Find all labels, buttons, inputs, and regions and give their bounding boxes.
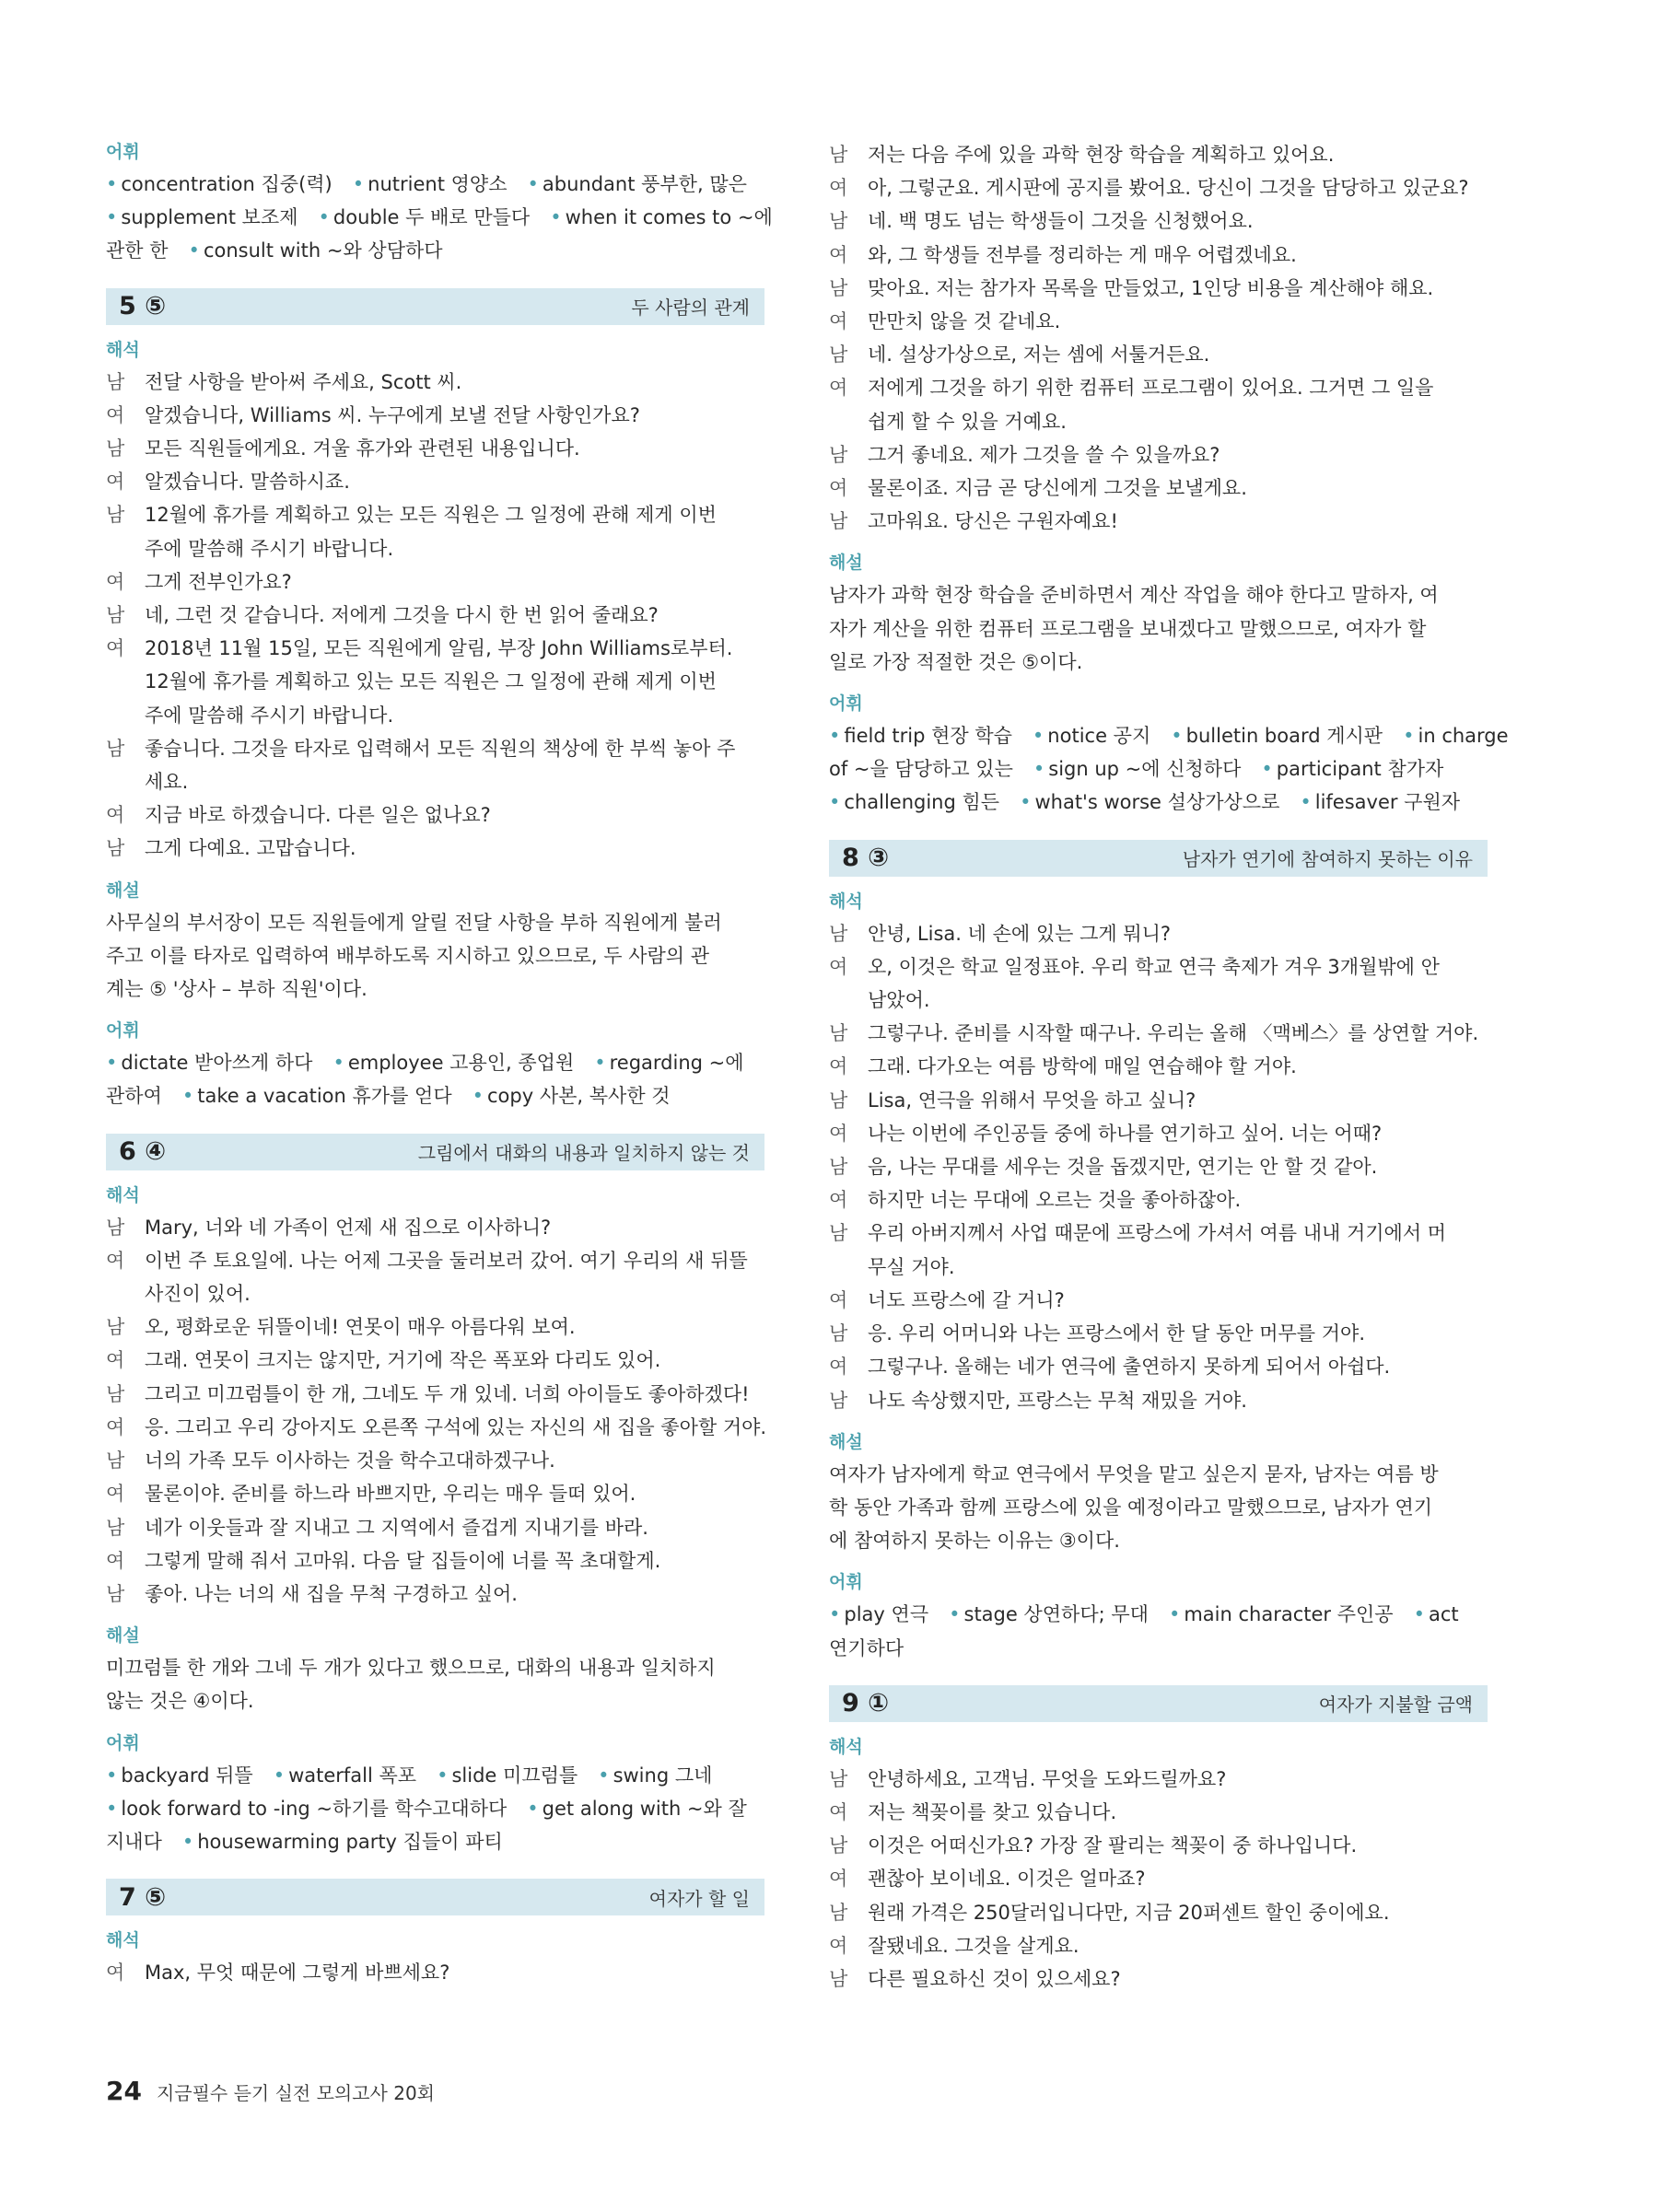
page-number: 24 bbox=[106, 2076, 142, 2106]
vocab-item: • get along with ~와 잘 bbox=[527, 1798, 747, 1820]
explanation-line: 일로 가장 적절한 것은 ⑤이다. bbox=[829, 650, 1083, 673]
dialogue-turn bbox=[829, 1384, 1488, 1417]
vocab-item: 지내다 bbox=[106, 1830, 162, 1853]
speaker-label: 남 bbox=[106, 370, 125, 393]
dialogue-turn bbox=[106, 832, 764, 865]
dialogue-turn bbox=[829, 1796, 1488, 1829]
dialogue-line: 그게 다예요. 고맙습니다. bbox=[145, 837, 356, 860]
section-6 bbox=[106, 1134, 767, 1858]
dialogue-turn bbox=[106, 1378, 764, 1411]
dialogue-turn bbox=[829, 1862, 1488, 1895]
vocab-line bbox=[829, 1632, 1488, 1665]
dialogue-line: 무실 거야. bbox=[868, 1255, 955, 1278]
speaker-label: 남 bbox=[106, 604, 125, 627]
vocab-item: • look forward to -ing ~하기를 학수고대하다 bbox=[106, 1798, 507, 1820]
section-heading: 해설 bbox=[106, 1625, 140, 1647]
speaker-label: 남 bbox=[829, 1967, 848, 1990]
speaker-label: 남 bbox=[829, 144, 848, 166]
vocab-item: • swing 그네 bbox=[598, 1764, 712, 1787]
speaker-label: 여 bbox=[829, 1122, 848, 1145]
dialogue-line: 남았어. bbox=[868, 989, 930, 1012]
speaker-label: 여 bbox=[829, 1800, 848, 1823]
explanation-line: 않는 것은 ④이다. bbox=[106, 1690, 254, 1713]
dialogue-turn bbox=[106, 1211, 764, 1244]
vocab-item: • concentration 집중(력) bbox=[106, 173, 333, 195]
vocab-item: 관하여 bbox=[106, 1085, 162, 1108]
speaker-label: 남 bbox=[829, 1767, 848, 1790]
speaker-label: 남 bbox=[829, 1901, 848, 1924]
explanation-line: 에 참여하지 못하는 이유는 ③이다. bbox=[829, 1530, 1120, 1553]
section-7 bbox=[106, 1879, 764, 1989]
vocab-item: • in charge bbox=[1403, 725, 1508, 747]
dialogue-line: 고마워요. 당신은 구원자예요! bbox=[868, 510, 1118, 533]
vocab-item: • slide 미끄럼틀 bbox=[437, 1764, 578, 1787]
dialogue-line: 오, 평화로운 뒤뜰이네! 연못이 매우 아름다워 보여. bbox=[145, 1316, 576, 1339]
vocab-item: • sign up ~에 신청하다 bbox=[1033, 758, 1242, 780]
dialogue-turn bbox=[829, 1763, 1488, 1796]
vocab-item: • notice 공지 bbox=[1033, 725, 1150, 747]
dialogue-line: 저는 다음 주에 있을 과학 현장 학습을 계획하고 있어요. bbox=[868, 144, 1335, 166]
dialogue-turn bbox=[829, 171, 1488, 204]
dialogue-line: 물론이야. 준비를 하느라 바쁘지만, 우리는 매우 들떠 있어. bbox=[145, 1483, 636, 1506]
dialogue-line: 좋아. 나는 너의 새 집을 무척 구경하고 싶어. bbox=[145, 1582, 518, 1605]
dialogue-line: 나는 이번에 주인공들 중에 하나를 연기하고 싶어. 너는 어때? bbox=[868, 1122, 1383, 1145]
vocab-item: • when it comes to ~에 bbox=[550, 206, 773, 228]
dialogue-turn bbox=[106, 1344, 764, 1377]
dialogue-line: 네, 그런 것 같습니다. 저에게 그것을 다시 한 번 읽어 줄래요? bbox=[145, 604, 659, 627]
dialogue-turn bbox=[106, 1310, 764, 1344]
dialogue-turn bbox=[829, 371, 1488, 437]
dialogue-turn bbox=[106, 1444, 764, 1477]
vocab-line bbox=[106, 1825, 764, 1858]
speaker-label: 남 bbox=[829, 1834, 848, 1857]
speaker-label: 남 bbox=[106, 1316, 125, 1339]
dialogue-line: 12월에 휴가를 계획하고 있는 모든 직원은 그 일정에 관해 제게 이번 bbox=[145, 504, 717, 527]
question-number: 9 ① bbox=[842, 1689, 890, 1718]
vocab-item: • act bbox=[1414, 1603, 1459, 1625]
vocab-item: • nutrient 영양소 bbox=[353, 173, 508, 195]
speaker-label: 여 bbox=[829, 1356, 848, 1379]
page-footer bbox=[106, 2076, 435, 2106]
vocab-item: • participant 참가자 bbox=[1261, 758, 1443, 780]
dialogue-turn bbox=[106, 1511, 764, 1544]
dialogue-turn bbox=[106, 1411, 767, 1444]
speaker-label: 남 bbox=[829, 343, 848, 367]
speaker-label: 남 bbox=[106, 504, 125, 527]
section-9 bbox=[829, 1685, 1488, 1996]
dialogue-line: 안녕, Lisa. 네 손에 있는 그게 뭐니? bbox=[868, 922, 1172, 945]
dialogue-turn bbox=[829, 505, 1488, 538]
vocab-line bbox=[106, 1046, 764, 1079]
speaker-label: 여 bbox=[106, 804, 125, 827]
speaker-label: 여 bbox=[106, 637, 125, 660]
dialogue-line: 하지만 너는 무대에 오르는 것을 좋아하잖아. bbox=[868, 1189, 1242, 1212]
speaker-label: 여 bbox=[829, 310, 848, 333]
dialogue-line: 너도 프랑스에 갈 거니? bbox=[868, 1288, 1065, 1311]
dialogue-line: 너의 가족 모두 이사하는 것을 학수고대하겠구나. bbox=[145, 1449, 555, 1473]
vocab-item: of ~을 담당하고 있는 bbox=[829, 758, 1013, 781]
dialogue-line: 괜찮아 보이네요. 이것은 얼마죠? bbox=[868, 1868, 1146, 1891]
dialogue-line: 물론이죠. 지금 곧 당신에게 그것을 보낼게요. bbox=[868, 477, 1247, 500]
vocab-item: • what's worse 설상가상으로 bbox=[1020, 791, 1279, 813]
dialogue-line: 그리고 미끄럼틀이 한 개, 그네도 두 개 있네. 너희 아이들도 좋아하겠다! bbox=[145, 1382, 750, 1405]
dialogue-line: 지금 바로 하겠습니다. 다른 일은 없나요? bbox=[145, 804, 491, 827]
vocab-line bbox=[829, 752, 1488, 786]
vocab-item: 연기하다 bbox=[829, 1636, 905, 1659]
vocab-item: • copy 사본, 복사한 것 bbox=[473, 1085, 671, 1107]
dialogue-line: 다른 필요하신 것이 있으세요? bbox=[868, 1967, 1121, 1990]
dialogue-line: 그렇게 말해 줘서 고마워. 다음 달 집들이에 너를 꼭 초대할게. bbox=[145, 1549, 661, 1572]
dialogue-line: 네가 이웃들과 잘 지내고 그 지역에서 즐겁게 지내기를 바라. bbox=[145, 1516, 648, 1539]
question-number: 7 ⑤ bbox=[119, 1882, 167, 1912]
section-header-bar bbox=[106, 288, 764, 325]
dialogue-line: 저에게 그것을 하기 위한 컴퓨터 프로그램이 있어요. 그거면 그 일을 bbox=[868, 377, 1434, 400]
vocab-line bbox=[829, 786, 1488, 819]
explanation-line: 미끄럼틀 한 개와 그네 두 개가 있다고 했으므로, 대화의 내용과 일치하지 bbox=[106, 1657, 716, 1680]
vocab-item: • employee 고용인, 종업원 bbox=[333, 1052, 574, 1074]
vocab-item: • dictate 받아쓰게 하다 bbox=[106, 1052, 312, 1074]
dialogue-line: 응. 그리고 우리 강아지도 오른쪽 구석에 있는 자신의 새 집을 좋아할 거야. bbox=[145, 1415, 767, 1438]
speaker-label: 여 bbox=[106, 1962, 125, 1985]
speaker-label: 남 bbox=[106, 737, 125, 760]
vocab-item: • regarding ~에 bbox=[594, 1052, 743, 1074]
dialogue-line: 그래. 다가오는 여름 방학에 매일 연습해야 할 거야. bbox=[868, 1055, 1297, 1078]
vocab-item: • stage 상연하다; 무대 bbox=[949, 1603, 1149, 1625]
section-heading: 해설 bbox=[106, 879, 140, 901]
explanation-line: 남자가 과학 현장 학습을 준비하면서 계산 작업을 해야 한다고 말하자, 여 bbox=[829, 584, 1439, 607]
question-type: 두 사람의 관계 bbox=[631, 297, 750, 320]
vocab-line bbox=[829, 719, 1509, 752]
speaker-label: 남 bbox=[106, 1516, 125, 1539]
dialogue-line: 그렇구나. 준비를 시작할 때구나. 우리는 올해 〈맥베스〉를 상연할 거야. bbox=[868, 1022, 1479, 1045]
dialogue-turn bbox=[106, 1578, 764, 1611]
dialogue-turn bbox=[829, 1350, 1488, 1383]
section-heading: 어휘 bbox=[829, 693, 863, 715]
dialogue-turn bbox=[829, 1829, 1488, 1862]
speaker-label: 남 bbox=[829, 1156, 848, 1179]
dialogue-line: 쉽게 할 수 있을 거예요. bbox=[868, 410, 1067, 433]
book-title: 지금필수 듣기 실전 모의고사 20회 bbox=[156, 2082, 436, 2104]
dialogue-turn bbox=[106, 498, 764, 565]
section-7-continued bbox=[829, 138, 1509, 820]
vocab-line bbox=[106, 234, 764, 267]
explanation-line: 자가 계산을 위한 컴퓨터 프로그램을 보내겠다고 말했으므로, 여자가 할 bbox=[829, 617, 1427, 640]
dialogue-turn bbox=[829, 1317, 1488, 1350]
vocab-line bbox=[106, 1792, 764, 1825]
dialogue-turn bbox=[829, 950, 1488, 1017]
dialogue-line: 원래 가격은 250달러입니다만, 지금 20퍼센트 할인 중이에요. bbox=[868, 1901, 1390, 1924]
dialogue-line: 그거 좋네요. 제가 그것을 쓸 수 있을까요? bbox=[868, 443, 1220, 466]
vocab-item: • housewarming party 집들이 파티 bbox=[182, 1831, 503, 1853]
speaker-label: 여 bbox=[106, 403, 125, 426]
speaker-label: 여 bbox=[106, 1415, 125, 1438]
dialogue-turn bbox=[829, 1929, 1488, 1962]
speaker-label: 남 bbox=[106, 437, 125, 460]
section-heading: 해석 bbox=[829, 891, 863, 912]
speaker-label: 남 bbox=[829, 443, 848, 466]
dialogue-line: Lisa, 연극을 위해서 무엇을 하고 싶니? bbox=[868, 1089, 1196, 1112]
vocab-item: • field trip 현장 학습 bbox=[829, 725, 1012, 747]
vocab-item: • challenging 힘든 bbox=[829, 791, 999, 813]
dialogue-line: 그렇구나. 올해는 네가 연극에 출연하지 못하게 되어서 아쉽다. bbox=[868, 1356, 1391, 1379]
dialogue-line: 전달 사항을 받아써 주세요, Scott 씨. bbox=[145, 370, 462, 393]
vocab-4 bbox=[106, 138, 773, 268]
speaker-label: 여 bbox=[829, 1055, 848, 1078]
dialogue-line: 그래. 연못이 크지는 않지만, 거기에 작은 폭포와 다리도 있어. bbox=[145, 1349, 661, 1372]
vocab-item: • consult with ~와 상담하다 bbox=[189, 239, 443, 262]
vocab-line bbox=[106, 1079, 764, 1112]
dialogue-turn bbox=[829, 338, 1488, 371]
dialogue-turn bbox=[106, 599, 764, 632]
vocab-item: • bulletin board 게시판 bbox=[1171, 725, 1383, 747]
speaker-label: 남 bbox=[829, 1389, 848, 1412]
speaker-label: 남 bbox=[829, 1222, 848, 1245]
vocab-item: 관한 한 bbox=[106, 239, 169, 262]
section-header-bar bbox=[829, 1685, 1488, 1722]
dialogue-line: 안녕하세요, 고객님. 무엇을 도와드릴까요? bbox=[868, 1767, 1227, 1790]
dialogue-turn bbox=[829, 1084, 1488, 1117]
dialogue-turn bbox=[829, 1150, 1488, 1183]
dialogue-line: Mary, 너와 네 가족이 언제 새 집으로 이사하니? bbox=[145, 1216, 552, 1239]
vocab-item: • main character 주인공 bbox=[1169, 1603, 1394, 1625]
dialogue-turn bbox=[106, 798, 764, 832]
dialogue-turn bbox=[106, 465, 764, 498]
dialogue-turn bbox=[829, 472, 1488, 505]
dialogue-line: 그게 전부인가요? bbox=[145, 570, 292, 593]
section-heading: 어휘 bbox=[106, 142, 140, 162]
vocab-line bbox=[106, 168, 764, 201]
section-heading: 해석 bbox=[106, 1930, 140, 1951]
vocab-item: • waterfall 폭포 bbox=[274, 1764, 416, 1787]
section-heading: 해설 bbox=[829, 553, 863, 574]
vocab-item: • supplement 보조제 bbox=[106, 206, 298, 228]
section-heading: 어휘 bbox=[106, 1020, 140, 1042]
dialogue-line: 저는 책꽂이를 찾고 있습니다. bbox=[868, 1800, 1117, 1823]
dialogue-line: 2018년 11월 15일, 모든 직원에게 알림, 부장 John Williams로부터. bbox=[145, 637, 733, 660]
speaker-label: 남 bbox=[106, 1582, 125, 1605]
speaker-label: 여 bbox=[829, 377, 848, 400]
dialogue-line: 음, 나는 무대를 세우는 것을 돕겠지만, 연기는 안 할 것 같아. bbox=[868, 1156, 1378, 1179]
section-heading: 어휘 bbox=[829, 1572, 863, 1593]
speaker-label: 여 bbox=[106, 1249, 125, 1272]
right-column bbox=[829, 138, 1509, 1996]
dialogue-turn bbox=[829, 1117, 1488, 1150]
dialogue-turn bbox=[106, 565, 764, 599]
dialogue-turn bbox=[106, 1477, 764, 1510]
speaker-label: 남 bbox=[106, 1216, 125, 1239]
question-number: 6 ④ bbox=[119, 1137, 167, 1167]
dialogue-line: 네. 백 명도 넘는 학생들이 그것을 신청했어요. bbox=[868, 210, 1254, 233]
vocab-item: • double 두 배로 만들다 bbox=[319, 206, 531, 228]
speaker-label: 남 bbox=[829, 276, 848, 299]
speaker-label: 여 bbox=[106, 1549, 125, 1572]
dialogue-line: 우리 아버지께서 사업 때문에 프랑스에 가셔서 여름 내내 거기에서 머 bbox=[868, 1222, 1447, 1245]
left-column bbox=[106, 138, 773, 1989]
dialogue-turn bbox=[829, 239, 1488, 272]
speaker-label: 여 bbox=[829, 955, 848, 978]
speaker-label: 여 bbox=[829, 243, 848, 266]
vocab-item: • abundant 풍부한, 많은 bbox=[527, 173, 746, 195]
dialogue-turn bbox=[829, 438, 1488, 472]
speaker-label: 여 bbox=[106, 1483, 125, 1506]
speaker-label: 여 bbox=[829, 1934, 848, 1957]
speaker-label: 남 bbox=[106, 837, 125, 860]
section-heading: 해석 bbox=[106, 1184, 140, 1205]
dialogue-turn bbox=[106, 366, 764, 399]
section-heading: 해석 bbox=[829, 1736, 863, 1757]
speaker-label: 남 bbox=[829, 1322, 848, 1345]
speaker-label: 여 bbox=[829, 1868, 848, 1891]
dialogue-turn bbox=[106, 632, 764, 732]
dialogue-turn bbox=[829, 272, 1488, 305]
dialogue-turn bbox=[829, 917, 1488, 950]
speaker-label: 여 bbox=[829, 477, 848, 500]
dialogue-turn bbox=[106, 399, 764, 432]
section-header-bar bbox=[106, 1879, 764, 1915]
dialogue-line: 사진이 있어. bbox=[145, 1283, 251, 1306]
vocab-item: • backyard 뒤뜰 bbox=[106, 1764, 253, 1787]
vocab-line bbox=[106, 1759, 764, 1792]
explanation-line: 계는 ⑤ '상사 – 부하 직원'이다. bbox=[106, 978, 368, 1001]
dialogue-turn bbox=[829, 305, 1488, 338]
speaker-label: 여 bbox=[829, 1288, 848, 1311]
explanation-line: 학 동안 가족과 함께 프랑스에 있을 예정이라고 말했으므로, 남자가 연기 bbox=[829, 1496, 1433, 1519]
section-header-bar bbox=[829, 840, 1488, 877]
speaker-label: 남 bbox=[829, 510, 848, 533]
dialogue-turn bbox=[829, 1050, 1488, 1083]
dialogue-turn bbox=[829, 138, 1488, 171]
speaker-label: 남 bbox=[106, 1449, 125, 1473]
dialogue-line: 좋습니다. 그것을 타자로 입력해서 모든 직원의 책상에 한 부씩 놓아 주 bbox=[145, 737, 736, 760]
question-type: 여자가 지불할 금액 bbox=[1318, 1694, 1473, 1717]
speaker-label: 남 bbox=[829, 1022, 848, 1045]
dialogue-turn bbox=[829, 204, 1488, 238]
dialogue-turn bbox=[106, 732, 764, 798]
dialogue-turn bbox=[106, 1956, 764, 1989]
dialogue-line: 맞아요. 저는 참가자 목록을 만들었고, 1인당 비용을 계산해야 해요. bbox=[868, 276, 1434, 299]
speaker-label: 남 bbox=[106, 1382, 125, 1405]
speaker-label: 여 bbox=[829, 177, 848, 200]
section-heading: 어휘 bbox=[106, 1732, 140, 1753]
vocab-line bbox=[829, 1598, 1488, 1631]
dialogue-line: 오, 이것은 학교 일정표야. 우리 학교 연극 축제가 겨우 3개월밖에 안 bbox=[868, 955, 1440, 978]
dialogue-line: 네. 설상가상으로, 저는 셈에 서툴거든요. bbox=[868, 343, 1210, 367]
dialogue-line: 나도 속상했지만, 프랑스는 무척 재밌을 거야. bbox=[868, 1389, 1247, 1412]
dialogue-line: 12월에 휴가를 계획하고 있는 모든 직원은 그 일정에 관해 제게 이번 bbox=[145, 670, 717, 693]
speaker-label: 여 bbox=[829, 1189, 848, 1212]
dialogue-line: 응. 우리 어머니와 나는 프랑스에서 한 달 동안 머무를 거야. bbox=[868, 1322, 1366, 1345]
dialogue-line: 이것은 어떠신가요? 가장 잘 팔리는 책꽂이 중 하나입니다. bbox=[868, 1834, 1358, 1857]
dialogue-turn bbox=[829, 1896, 1488, 1929]
vocab-item: • take a vacation 휴가를 얻다 bbox=[182, 1085, 452, 1107]
dialogue-line: 알겠습니다, Williams 씨. 누구에게 보낼 전달 사항인가요? bbox=[145, 403, 640, 426]
section-8 bbox=[829, 840, 1488, 1665]
question-number: 5 ⑤ bbox=[119, 292, 167, 321]
dialogue-turn bbox=[829, 1284, 1488, 1317]
question-number: 8 ③ bbox=[842, 844, 890, 873]
dialogue-line: 이번 주 토요일에. 나는 어제 그곳을 둘러보러 갔어. 여기 우리의 새 뒤뜰 bbox=[145, 1249, 748, 1272]
section-heading: 해설 bbox=[829, 1431, 863, 1452]
dialogue-turn bbox=[829, 1017, 1488, 1050]
speaker-label: 여 bbox=[106, 570, 125, 593]
section-5 bbox=[106, 288, 764, 1113]
question-type: 남자가 연기에 참여하지 못하는 이유 bbox=[1182, 848, 1473, 871]
dialogue-line: 세요. bbox=[145, 771, 189, 794]
speaker-label: 남 bbox=[829, 1089, 848, 1112]
vocab-line bbox=[106, 201, 773, 234]
dialogue-line: 모든 직원들에게요. 겨울 휴가와 관련된 내용입니다. bbox=[145, 437, 580, 460]
dialogue-line: 와, 그 학생들 전부를 정리하는 게 매우 어렵겠네요. bbox=[868, 243, 1297, 266]
explanation-line: 여자가 남자에게 학교 연극에서 무엇을 맡고 싶은지 묻자, 남자는 여름 방 bbox=[829, 1462, 1439, 1485]
dialogue-turn bbox=[829, 1183, 1488, 1217]
dialogue-line: 아, 그렇군요. 게시판에 공지를 봤어요. 당신이 그것을 담당하고 있군요? bbox=[868, 177, 1469, 200]
question-type: 그림에서 대화의 내용과 일치하지 않는 것 bbox=[417, 1142, 750, 1165]
dialogue-turn bbox=[829, 1962, 1488, 1996]
question-type: 여자가 할 일 bbox=[648, 1887, 750, 1910]
dialogue-turn bbox=[106, 1544, 764, 1578]
dialogue-line: 주에 말씀해 주시기 바랍니다. bbox=[145, 704, 394, 727]
section-heading: 해석 bbox=[106, 339, 140, 360]
vocab-item: • play 연극 bbox=[829, 1603, 928, 1625]
speaker-label: 여 bbox=[106, 1349, 125, 1372]
dialogue-line: 잘됐네요. 그것을 살게요. bbox=[868, 1934, 1080, 1957]
speaker-label: 남 bbox=[829, 210, 848, 233]
vocab-item: • lifesaver 구원자 bbox=[1300, 791, 1460, 813]
explanation-line: 주고 이를 타자로 입력하여 배부하도록 지시하고 있으므로, 두 사람의 관 bbox=[106, 944, 710, 967]
dialogue-turn bbox=[106, 1244, 764, 1310]
section-header-bar bbox=[106, 1134, 764, 1170]
dialogue-turn bbox=[829, 1217, 1488, 1283]
dialogue-line: Max, 무엇 때문에 그렇게 바쁘세요? bbox=[145, 1962, 450, 1985]
dialogue-line: 알겠습니다. 말씀하시죠. bbox=[145, 471, 350, 494]
explanation-line: 사무실의 부서장이 모든 직원들에게 알릴 전달 사항을 부하 직원에게 불러 bbox=[106, 911, 722, 934]
dialogue-turn bbox=[106, 432, 764, 465]
dialogue-line: 만만치 않을 것 같네요. bbox=[868, 310, 1061, 333]
speaker-label: 여 bbox=[106, 471, 125, 494]
speaker-label: 남 bbox=[829, 922, 848, 945]
dialogue-line: 주에 말씀해 주시기 바랍니다. bbox=[145, 537, 394, 560]
